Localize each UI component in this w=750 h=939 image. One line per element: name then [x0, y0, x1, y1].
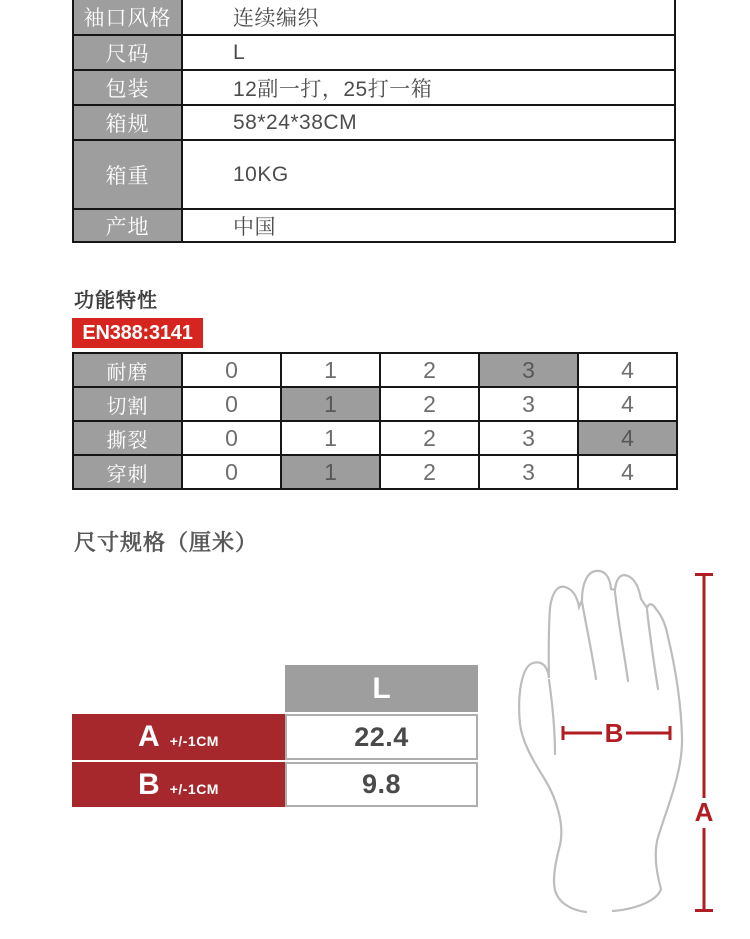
- table-row: [73, 209, 675, 242]
- rating-cell: 0: [182, 421, 281, 455]
- rating-label: 穿刺: [73, 455, 182, 489]
- rating-cell: 4: [578, 353, 677, 387]
- rating-cell: 2: [380, 455, 479, 489]
- table-row: [73, 353, 677, 387]
- thumb-inner-line: [549, 680, 555, 754]
- table-row: [73, 421, 677, 455]
- en388-badge: EN388:3141: [72, 318, 203, 348]
- dimension-a-letter: A: [694, 797, 714, 827]
- tolerance-label: +/-1CM: [169, 733, 219, 749]
- spec-value: 58*24*38CM: [182, 105, 675, 140]
- spec-label: 包装: [73, 70, 182, 105]
- dimension-b-letter: B: [604, 718, 624, 748]
- empty-cell: [72, 665, 285, 712]
- dimension-a-value: 22.4: [285, 714, 478, 760]
- size-heading: 尺寸规格（厘米）: [74, 530, 259, 555]
- spec-label: 袖口风格: [73, 0, 182, 35]
- glove-diagram: [498, 560, 714, 939]
- rating-cell: 4: [578, 421, 677, 455]
- table-row: [72, 665, 478, 712]
- rating-label: 切割: [73, 387, 182, 421]
- rating-cell: 2: [380, 353, 479, 387]
- spec-value: L: [182, 35, 675, 70]
- dimension-letter: B: [138, 768, 160, 801]
- size-table: [72, 665, 478, 809]
- rating-cell: 0: [182, 455, 281, 489]
- table-row: [73, 140, 675, 209]
- table-row: [73, 70, 675, 105]
- rating-cell: 3: [479, 387, 578, 421]
- size-column-header: L: [285, 665, 478, 712]
- table-row: [72, 762, 478, 807]
- rating-label: 撕裂: [73, 421, 182, 455]
- dimension-b-value: 9.8: [285, 762, 478, 807]
- rating-cell: 3: [479, 421, 578, 455]
- rating-cell: 2: [380, 387, 479, 421]
- features-heading: 功能特性: [74, 290, 158, 312]
- spec-label: 箱重: [73, 140, 182, 209]
- rating-cell: 1: [281, 353, 380, 387]
- rating-cell: 1: [281, 455, 380, 489]
- rating-cell: 4: [578, 387, 677, 421]
- dimension-letter: A: [138, 720, 160, 753]
- spec-value: 中国: [182, 209, 675, 242]
- spec-value: 10KG: [182, 140, 675, 209]
- spec-label: 产地: [73, 209, 182, 242]
- rating-cell: 0: [182, 353, 281, 387]
- table-row: [73, 105, 675, 140]
- table-row: [73, 35, 675, 70]
- table-row: [73, 387, 677, 421]
- rating-cell: 3: [479, 353, 578, 387]
- spec-value: 连续编织: [182, 0, 675, 35]
- rating-cell: 1: [281, 387, 380, 421]
- rating-cell: 2: [380, 421, 479, 455]
- dimension-b-label-cell: [72, 762, 285, 807]
- en388-rating-table: [72, 352, 678, 490]
- rating-cell: 4: [578, 455, 677, 489]
- spec-label: 尺码: [73, 35, 182, 70]
- glove-illustration: [498, 560, 714, 939]
- table-row: [73, 0, 675, 35]
- spec-value: 12副一打，25打一箱: [182, 70, 675, 105]
- finger-line: [582, 602, 596, 679]
- glove-outline: [519, 571, 682, 912]
- table-row: [72, 714, 478, 760]
- table-row: [73, 455, 677, 489]
- dimension-a-label-cell: [72, 714, 285, 760]
- rating-label: 耐磨: [73, 353, 182, 387]
- finger-line: [647, 610, 658, 689]
- rating-cell: 3: [479, 455, 578, 489]
- tolerance-label: +/-1CM: [169, 781, 219, 797]
- rating-cell: 0: [182, 387, 281, 421]
- rating-cell: 1: [281, 421, 380, 455]
- spec-table: [72, 0, 676, 243]
- finger-line: [615, 592, 628, 681]
- spec-label: 箱规: [73, 105, 182, 140]
